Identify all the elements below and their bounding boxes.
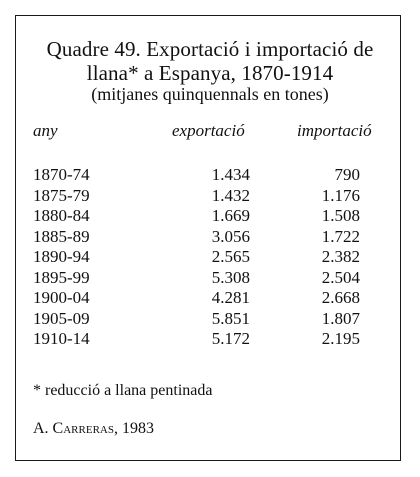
export-cell: 5.851	[211, 308, 250, 328]
period-cell: 1895-99	[33, 267, 90, 287]
column-header-year: any	[33, 121, 58, 140]
export-cell: 3.056	[211, 226, 250, 246]
import-cell: 2.668	[321, 288, 360, 307]
table-row	[0, 206, 420, 227]
import-cell: 1.722	[321, 226, 360, 246]
period-cell: 1890-94	[33, 247, 90, 266]
source-citation	[33, 419, 154, 439]
table-row	[0, 268, 420, 289]
period-cell: 1900-04	[33, 288, 90, 307]
table-row	[0, 227, 420, 248]
table-row	[0, 288, 420, 309]
table-row	[0, 329, 420, 350]
period-cell: 1875-79	[33, 185, 90, 205]
column-header-import: importació	[297, 121, 372, 140]
export-cell: 1.432	[211, 185, 250, 205]
table-subtitle: (mitjanes quinquennals en tones)	[91, 84, 329, 104]
import-cell: 1.807	[321, 308, 360, 328]
period-cell: 1870-74	[33, 165, 90, 184]
export-cell: 5.308	[211, 267, 250, 287]
export-cell: 5.172	[211, 329, 250, 348]
source-year: 1983	[117, 420, 154, 437]
footnote: * reducció a llana pentinada	[33, 382, 213, 399]
export-cell: 2.565	[211, 247, 250, 266]
import-cell: 2.382	[321, 247, 360, 266]
table-row	[0, 186, 420, 207]
period-cell: 1880-84	[33, 206, 90, 225]
export-cell: 4.281	[211, 288, 250, 307]
table-body	[0, 165, 420, 350]
column-header-export: exportació	[172, 121, 245, 140]
table-title: Quadre 49. Exportació i importació de	[46, 37, 374, 61]
source-author: A. Carreras,	[33, 420, 118, 437]
period-cell: 1885-89	[33, 226, 90, 246]
period-cell: 1905-09	[33, 308, 90, 328]
import-cell: 790	[334, 165, 360, 184]
import-cell: 2.195	[321, 329, 360, 348]
import-cell: 1.508	[321, 206, 360, 225]
import-cell: 1.176	[321, 185, 360, 205]
table-title-continued: llana* a Espanya, 1870-1914	[86, 61, 334, 85]
table-row	[0, 165, 420, 186]
export-cell: 1.434	[211, 165, 250, 184]
import-cell: 2.504	[321, 267, 360, 287]
table-row	[0, 309, 420, 330]
table-row	[0, 247, 420, 268]
period-cell: 1910-14	[33, 329, 90, 348]
export-cell: 1.669	[211, 206, 250, 225]
